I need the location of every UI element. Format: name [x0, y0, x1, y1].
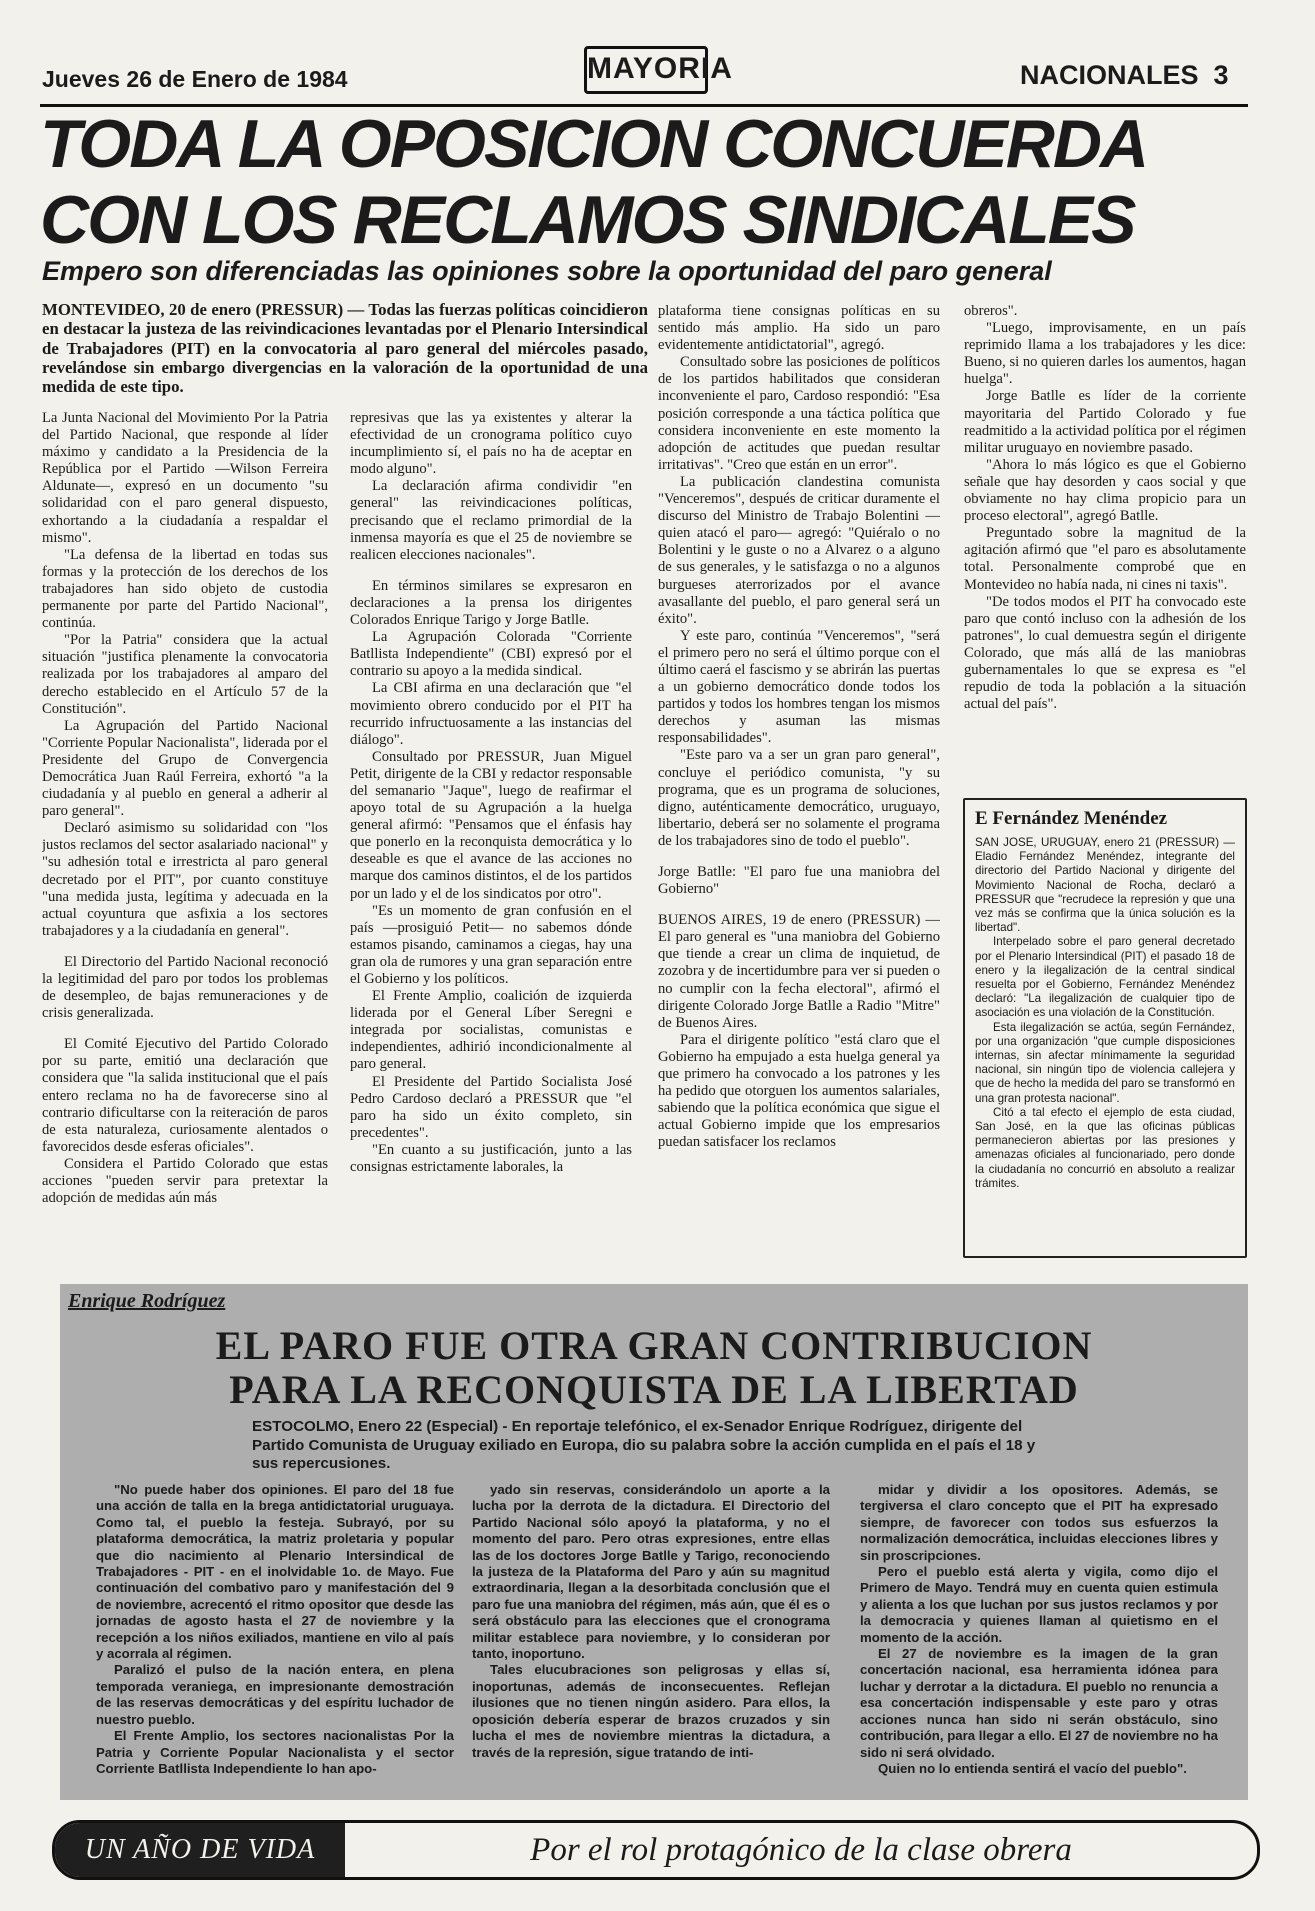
article-lead: MONTEVIDEO, 20 de enero (PRESSUR) — Todas las fuerzas políticas coincidieron en destacar la justeza de las reivindicaciones levantadas por el Plenario Intersindical de Trabajadores (PIT) en la convocatoria al paro general del miércoles pasado, revelándose sin embargo divergencias en la valoración de la oportunidad de una medida de este tipo. — [42, 300, 648, 397]
headline-line-2: CON LOS RECLAMOS SINDICALES — [40, 182, 1135, 258]
paragraph: Para el dirigente político "está claro que el Gobierno ha empujado a esta huelga general ya que primero ha convocado a los patrones y les ha pedido que otorguen los aumentos salariales, sabiendo que la política económica que sigue el actual Gobierno impide que los empresarios puedan satisfacer los reclamos — [658, 1031, 940, 1151]
panel-byline: Enrique Rodríguez — [68, 1290, 226, 1312]
banner-label: UN AÑO DE VIDA — [55, 1823, 345, 1877]
paragraph: El Frente Amplio, coalición de izquierda liderada por el General Líber Seregni e integrada por socialistas, comunistas e independientes, adhirió incondicionalmente al paro general. — [350, 988, 632, 1073]
paragraph: Pero el pueblo está alerta y vigila, como dijo el Primero de Mayo. Tendrá muy en cuenta quien estimula y alienta a los que luchan por sus justos reclamos y por la democracia y quienes llaman al quietismo en el momento de la acción. — [860, 1564, 1218, 1645]
section-title — [1020, 60, 1229, 91]
paragraph: plataforma tiene consignas políticas en su sentido más amplio. Ha sido un paro evidentemente antidictatorial", agregó. — [658, 303, 940, 354]
paragraph: Esta ilegalización se actúa, según Fernández, por una organización "que cumple disposiciones internas, sin afectar mínimamente la seguridad nacional, sin ningún tipo de violencia callejera y que de hecho la medida del paro se transformó en una gran protesta nacional". — [975, 1020, 1235, 1105]
paragraph: represivas que las ya existentes y alterar la efectividad de un cronograma político cuyo incumplimiento sí, el país no ha de aceptar en modo alguno". — [350, 410, 632, 478]
paragraph: "Por la Patria" considera que la actual situación "justifica plenamente la convocatoria realizada por los trabajadores al amparo del derecho establecido en el Artículo 57 de la Constitución". — [42, 632, 328, 717]
paragraph: La declaración afirma condividir "en general" las reivindicaciones políticas, precisando que el reclamo primordial de la inmensa mayoría es que el 25 de noviembre se realicen elecciones nacionales". — [350, 478, 632, 563]
sidebar-box-text — [975, 836, 1235, 1191]
paragraph: El Comité Ejecutivo del Partido Colorado por su parte, emitió una declaración que considera que "la salida institucional que el país entero reclama no ha de favorecerse sino al contrario dificultarse con la reiteración de paros de esta naturaleza, curiosamente alentados o favorecidos desde esferas oficiales". — [42, 1036, 328, 1155]
panel-title-line-2: PARA LA RECONQUISTA DE LA LIBERTAD — [229, 1367, 1079, 1412]
paragraph: "No puede haber dos opiniones. El paro del 18 fue una acción de talla en la brega antidictatorial uruguaya. Como tal, el pueblo la festeja. Subrayó, por su plataforma democrática, la matriz proletaria y popular que dio nacimiento al Plenario Intersindical de Trabajadores - PIT - en el inolvidable 1o. de Mayo. Fue continuación del combativo paro y manifestación del 9 de noviembre, acrecentó el ritmo opositor que desde las jornadas de agosto hasta el 27 de noviembre y la recepción a los niños exiliados, mantiene en vilo al país y acorrala al régimen. — [96, 1482, 454, 1662]
paragraph: Declaró asimismo su solidaridad con "los justos reclamos del sector asalariado nacional" y "su adhesión total e irrestricta al paro general decretado por el PIT", por cuanto constituye "una medida justa, legítima y adecuada en la actual coyuntura que asfixia a los sectores trabajadores y a la ciudadanía en general". — [42, 820, 328, 939]
article-column-1 — [42, 410, 328, 1272]
interview-panel — [60, 1284, 1248, 1800]
paragraph: "En cuanto a su justificación, junto a las consignas estrictamente laborales, la — [350, 1141, 632, 1176]
panel-column-1 — [96, 1482, 454, 1792]
paragraph: Paralizó el pulso de la nación entera, en plena temporada veraniega, en impresionante demostración de las reservas democráticas y del espíritu luchador de nuestro pueblo. — [96, 1662, 454, 1727]
paragraph: yado sin reservas, considerándolo un aporte a la lucha por la derrota de la dictadura. El Directorio del Partido Nacional sólo apoyó la plataforma, y no el momento del paro. Pero otras expresiones, entre ellas las de los doctores Jorge Batlle y Tarigo, reconociendo la justeza de la Plataforma del Paro y aún su magnitud extraordinaria, llegan a la desorbitada conclusión que el paro fue una maniobra del régimen, más aún, que él es o será obstáculo para las elecciones que el cronograma militar establece para noviembre, y lo consideran por tanto, inoportuno. — [472, 1482, 830, 1662]
paragraph: El Presidente del Partido Socialista José Pedro Cardoso declaró a PRESSUR que "el paro ha sido un éxito completo, sin precedentes". — [350, 1073, 632, 1141]
paragraph: Citó a tal efecto el ejemplo de esta ciudad, San José, en la que las oficinas públicas permanecieron abiertas por las presiones y amenazas oficiales al funcionariado, pero donde la ciudadanía no concurrió en absoluto a realizar trámites. — [975, 1105, 1235, 1190]
section-name: NACIONALES — [1020, 60, 1199, 90]
paragraph: Consultado por PRESSUR, Juan Miguel Petit, dirigente de la CBI y redactor responsable del semanario "Jaque", luego de reafirmar el apoyo total de su Agrupación a la huelga general afirmó: "Pensamos que el énfasis hay que ponerlo en la reconquista democrática y lo deseable es que el avance de las acciones no marque dos caminos distintos, el de los partidos por un lado y el de los sindicatos por otro". — [350, 748, 632, 902]
paragraph: "De todos modos el PIT ha convocado este paro que contó incluso con la adhesión de los patrones", lo cual demuestra según el dirigente Colorado, que más allá de las maniobras gubernamentales lo que se expresa es "el repudio de toda la población a la situación actual del país". — [964, 593, 1246, 713]
paragraph: El Frente Amplio, los sectores nacionalistas Por la Patria y Corriente Popular Nacionalista y el sector Corriente Batllista Independiente lo han apo- — [96, 1728, 454, 1776]
panel-column-2 — [472, 1482, 830, 1792]
page-number: 3 — [1213, 60, 1229, 90]
paragraph: La Agrupación del Partido Nacional "Corriente Popular Nacionalista", liderada por el Presidente del Grupo de Convergencia Democrática Juan Raúl Ferreira, exhortó "a la ciudadanía y al pueblo en general a adherir al paro general". — [42, 717, 328, 820]
paragraph: La Agrupación Colorada "Corriente Batllista Independiente" (CBI) expresó por el contrario su apoyo a la medida sindical. — [350, 629, 632, 680]
paragraph: La publicación clandestina comunista "Venceremos", después de criticar duramente el discurso del Ministro de Trabajo Bolentini —quien atacó el paro— agregó: "Quiéralo o no Bolentini y le guste o no a Alvarez o a alguno de sus generales, y le satisfazga o no a algunos burgueses aterrorizados por el avance avasallante del pueblo, el paro general será un éxito". — [658, 473, 940, 627]
panel-title — [68, 1324, 1240, 1412]
banner-slogan: Por el rol protagónico de la clase obrera — [530, 1832, 1072, 1868]
paragraph: En términos similares se expresaron en declaraciones a la prensa los dirigentes Colorados Enrique Tarigo y Jorge Batlle. — [350, 577, 632, 629]
paragraph: El Directorio del Partido Nacional reconoció la legitimidad del paro por todos los problemas de desempleo, de bajas remuneraciones y de crisis generalizada. — [42, 953, 328, 1022]
panel-title-line-1: EL PARO FUE OTRA GRAN CONTRIBUCION — [215, 1323, 1093, 1368]
panel-column-3 — [860, 1482, 1218, 1792]
paragraph: Jorge Batlle es líder de la corriente mayoritaria del Partido Colorado y fue readmitido a la actividad política por el régimen militar uruguayo en noviembre pasado. — [964, 388, 1246, 456]
paragraph: obreros". — [964, 303, 1018, 319]
paragraph: "Ahora lo más lógico es que el Gobierno señale que hay desorden y caos social y que obviamente no hay clima propicio para un proceso electoral", agregó Batlle. — [964, 456, 1246, 525]
paragraph: Considera el Partido Colorado que estas acciones "pueden servir para pretextar la adopción de medidas aún más — [42, 1155, 328, 1207]
subheadline: Empero son diferenciadas las opiniones sobre la oportunidad del paro general — [42, 256, 1052, 286]
paragraph: SAN JOSE, URUGUAY, enero 21 (PRESSUR) — Eladio Fernández Menéndez, integrante del directorio del Partido Nacional y dirigente del Movimiento Nacional de Rocha, declaró a PRESSUR que "recrudece la represión y que una vez más se confirma que la única solución es la libertad". — [975, 836, 1235, 935]
paragraph: Tales elucubraciones son peligrosas y ellas sí, inoportunas, además de inconsecuentes. Reflejan ilusiones que no tienen ningún asidero. Para ellos, la oposición debería esperar de brazos cruzados y sin lucha el mes de noviembre mientras la dictadura, a través de la represión, sigue tratando de inti- — [472, 1662, 830, 1760]
article-column-4 — [964, 303, 1246, 793]
sidebar-box — [963, 798, 1247, 1258]
headline-line-1: TODA LA OPOSICION CONCUERDA — [40, 106, 1148, 182]
issue-date: Jueves 26 de Enero de 1984 — [42, 66, 348, 92]
newspaper-logo: MAYORIA — [584, 46, 708, 94]
paragraph: La CBI afirma en una declaración que "el movimiento obrero conducido por el PIT ha recurrido infructuosamente a las instancias del diálogo". — [350, 680, 632, 748]
paragraph: Consultado sobre las posiciones de políticos de los partidos habilitados que consideran inconveniente el paro, Cardoso respondió: "Esa posición corresponde a una táctica política que considera inconveniente en este momento la adopción de actitudes que puedan resultar irritativas". "Creo que están en un error". — [658, 354, 940, 473]
paragraph: Preguntado sobre la magnitud de la agitación afirmó que "el paro es absolutamente total. Personalmente comprobé que en Montevideo no había nada, ni cines ni taxis". — [964, 525, 1246, 593]
article-column-3 — [658, 303, 940, 1272]
paragraph: BUENOS AIRES, 19 de enero (PRESSUR) — El paro general es "una maniobra del Gobierno que tiende a crear un clima de inquietud, de zozobra y de incertidumbre para ver si pueden o no cumplir con la fecha electoral", afirmó el dirigente Colorado Jorge Batlle a Radio "Mitre" de Buenos Aires. — [658, 912, 940, 1031]
paragraph: "La defensa de la libertad en todas sus formas y la protección de los derechos de los trabajadores han sido objeto de custodia permanente por parte del Partido Nacional", continúa. — [42, 546, 328, 632]
paragraph: "Luego, improvisamente, en un país reprimido llama a los trabajadores y les dice: Bueno, si no quieren darles los aumentos, hagan huelga". — [964, 320, 1246, 388]
article-column-2 — [350, 410, 632, 1272]
batlle-subheading: Jorge Batlle: "El paro fue una maniobra del Gobierno" — [658, 864, 940, 898]
paragraph: Interpelado sobre el paro general decretado por el Plenario Intersindical (PIT) el pasado 18 de enero y la ilegalización de la central sindical resuelta por el Gobierno, Fernández Menéndez declaró: "La ilegalización de cualquier tipo de asociación es una violación de la Constitución. — [975, 935, 1235, 1020]
paragraph: Quien no lo entienda sentirá el vacío del pueblo". — [878, 1760, 1187, 1776]
main-headline — [40, 106, 1260, 258]
paragraph: midar y dividir a los opositores. Además, se tergiversa el claro concepto que el PIT ha expresado siempre, de favorecer con todos sus esfuerzos la normalización democrática, incluidas elecciones libres y sin proscripciones. — [860, 1482, 1218, 1563]
paragraph: La Junta Nacional del Movimiento Por la Patria del Partido Nacional, que responde al líder máximo y candidato a la Presidencia de la República por el Partido —Wilson Ferreira Aldunate—, expresó en un documento "su solidaridad con el paro general dispuesto, exhortando a la ciudadanía a respaldar el mismo". — [42, 410, 328, 546]
paragraph: El 27 de noviembre es la imagen de la gran concertación nacional, esa herramienta idónea para luchar y derrotar a la dictadura. El pueblo no renuncia a esa concertación indispensable y este paro y otras acciones nunca han sido ni serán obstáculo, sino contribución, para llegar a ello. El 27 de noviembre no ha sido ni será olvidado. — [860, 1646, 1218, 1760]
panel-lead: ESTOCOLMO, Enero 22 (Especial) - En reportaje telefónico, el ex-Senador Enrique Rodríguez, dirigente del Partido Comunista de Uruguay exiliado en Europa, dio su palabra sobre la acción cumplida en el país el 18 y sus repercusiones. — [252, 1418, 1036, 1472]
paragraph: "Es un momento de gran confusión en el país —prosiguió Petit— no sabemos dónde estamos pisando, caminamos a ciegas, hay una gran ola de rumores y una gran separación entre el Gobierno y los políticos. — [350, 902, 632, 987]
sidebar-box-title: E Fernández Menéndez — [975, 808, 1168, 829]
paragraph: "Este paro va a ser un gran paro general", concluye el periódico comunista, "y su programa, que es un programa de soluciones, digno, auténticamente democrático, uruguayo, libertario, deberá ser no solamente el programa de los trabajadores sino de todo el pueblo". — [658, 747, 940, 849]
paragraph: Y este paro, continúa "Venceremos", "será el primero pero no será el último porque con el último caerá el fascismo y se abrirán las puertas a un gobierno democrático donde todos los partidos y todos los hombres tengan los mismos derechos y asuman las mismas responsabilidades". — [658, 627, 940, 747]
anniversary-banner — [52, 1820, 1260, 1880]
